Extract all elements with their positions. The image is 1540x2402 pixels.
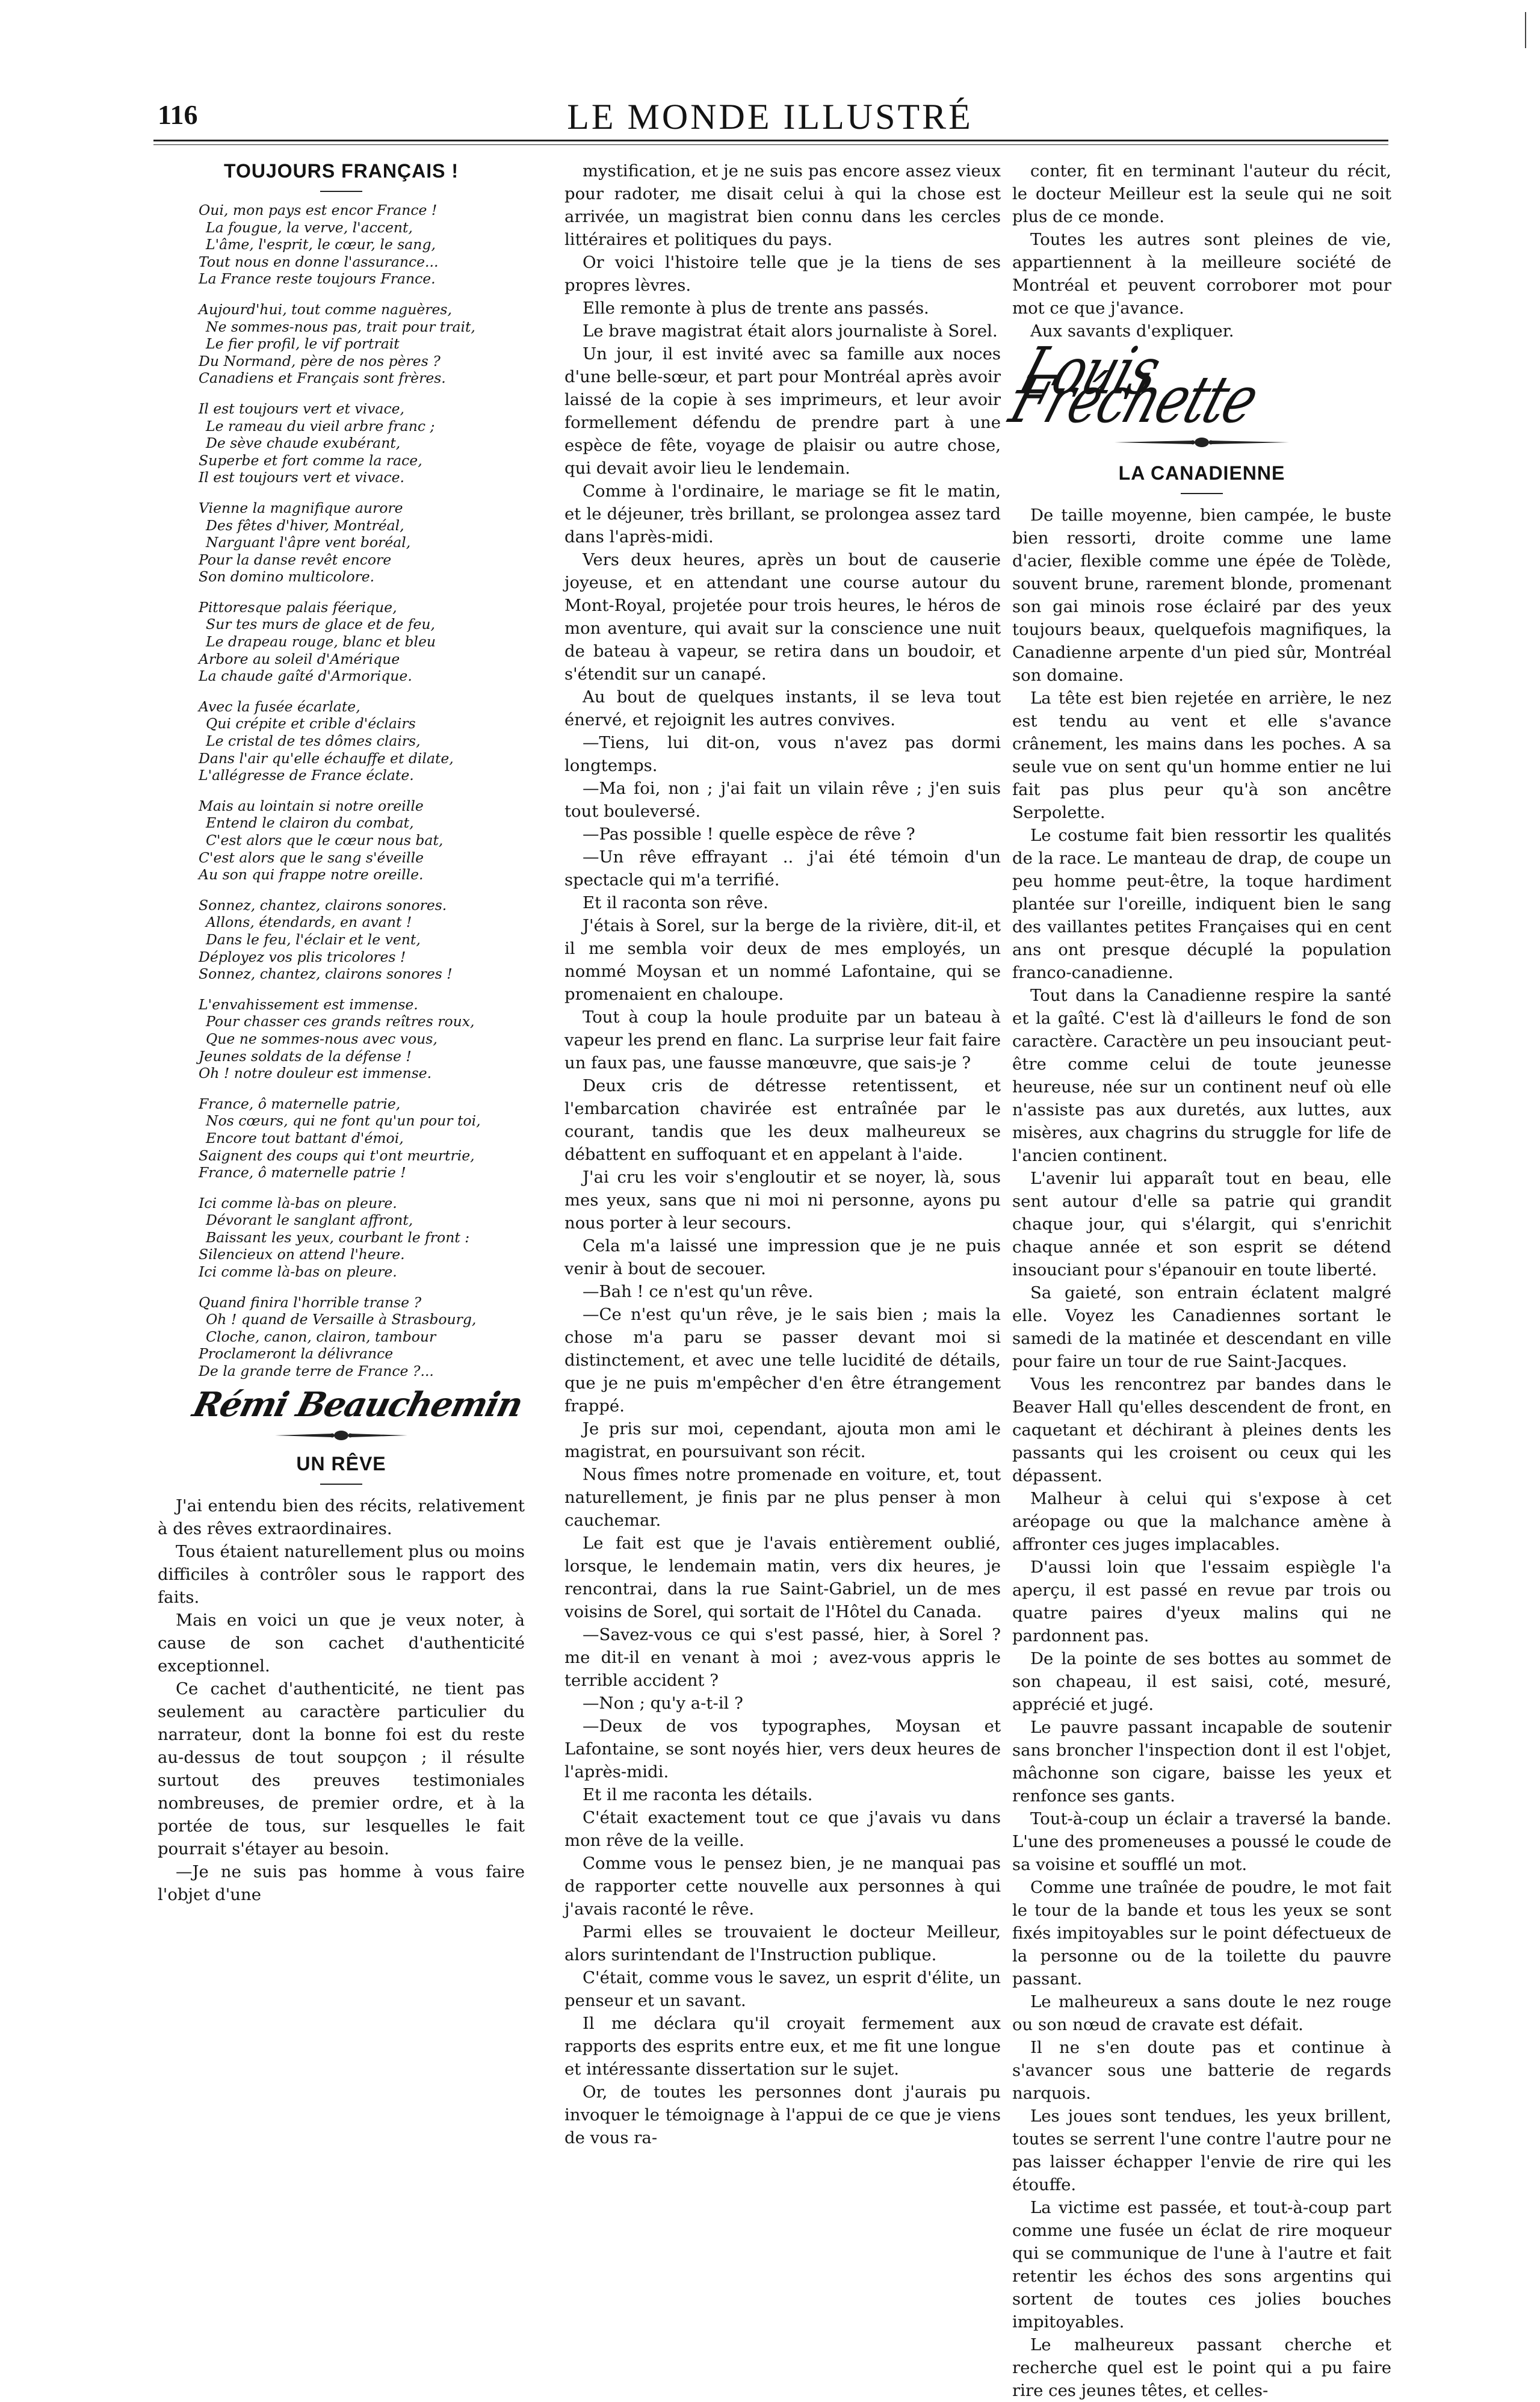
paragraph: Je pris sur moi, cependant, ajouta mon ami le magistrat, en poursuivant son récit. — [564, 1419, 1001, 1461]
poem-verse: Tout nous en donne l'assurance... — [199, 253, 439, 270]
paragraph: Tout à coup la houle produite par un bateau à vapeur les prend en flanc. La surprise leur fait faire un faux pas, une fausse manœuvre, que sais-je ? — [564, 1008, 1001, 1073]
poem-verse: La fougue, la verve, l'accent, — [206, 218, 413, 236]
poem-verse: Pour la danse revêt encore — [199, 551, 392, 568]
edge-mark — [1525, 12, 1526, 48]
column-2 — [564, 159, 1001, 2149]
poem-verse: Dévorant le sanglant affront, — [206, 1212, 413, 1229]
poem-verse: Avec la fusée écarlate, — [199, 698, 360, 715]
paragraph: —Un rêve effrayant .. j'ai été témoin d'un spectacle qui m'a terrifié. — [564, 847, 1001, 890]
paragraph: mystification, et je ne suis pas encore assez vieux pour radoter, me disait celui à qui la chose est arrivée, un magistrat bien connu dans les cercles littéraires et politiques du pays. — [564, 161, 1001, 249]
paragraph: —Non ; qu'y a-t-il ? — [583, 1694, 743, 1713]
poem-verse: Silencieux on attend l'heure. — [199, 1246, 405, 1263]
poem-stanza — [199, 1195, 525, 1281]
paragraph: Vers deux heures, après un bout de causerie joyeuse, et en attendant une course autour du Mont-Royal, projetée pour trois heures, le héros de mon aventure, qui avait sur la conscience une nuit de bateau à vapeur, se retira dans un boudoir, et s'étendit sur un canapé. — [564, 550, 1001, 684]
paragraph: Parmi elles se trouvaient le docteur Meilleur, alors surintendant de l'Instruction publique. — [564, 1922, 1001, 1964]
paragraph: Mais en voici un que je veux noter, à cause de son cachet d'authenticité exceptionnel. — [158, 1610, 525, 1676]
poem-verse: France, ô maternelle patrie, — [199, 1095, 401, 1112]
page-number: 116 — [158, 99, 198, 130]
poem-verse: Oui, mon pays est encor France ! — [199, 202, 438, 218]
paragraph: Vous les rencontrez par bandes dans le Beaver Hall qu'elles descendent de front, en caquetant et déchirant à pleines dents les passants qui les croisent ou ceux qui les dépassent. — [1012, 1375, 1391, 1485]
poem-verse: Que ne sommes-nous avec vous, — [206, 1030, 438, 1047]
paragraph: Comme à l'ordinaire, le mariage se fit le matin, et le déjeuner, très brillant, se prolongea assez tard dans l'après-midi. — [564, 481, 1001, 546]
poem-verse: Arbore au soleil d'Amérique — [199, 650, 400, 667]
poem-verse: Proclameront la délivrance — [199, 1345, 394, 1363]
paragraph: Au bout de quelques instants, il se leva tout énervé, et rejoignit les autres convives. — [564, 687, 1001, 729]
poem-verse: Aujourd'hui, tout comme naguères, — [199, 300, 452, 318]
reve-text-col3 — [1012, 159, 1391, 342]
paragraph: —Tiens, lui dit-on, vous n'avez pas dormi longtemps. — [564, 733, 1001, 775]
poem-verse: France, ô maternelle patrie ! — [199, 1164, 406, 1181]
poem-verse: De sève chaude exubérant, — [206, 435, 401, 452]
header-rule — [153, 140, 1388, 141]
poem-verse: Ici comme là-bas on pleure. — [199, 1263, 397, 1281]
paragraph: Or voici l'histoire telle que je la tiens de ses propres lèvres. — [564, 253, 1001, 295]
poem-verse: Oh ! quand de Versaille à Strasbourg, — [206, 1311, 477, 1328]
paragraph: Comme vous le pensez bien, je ne manquai pas de rapporter cette nouvelle aux personnes à qui j'avais raconté le rêve. — [564, 1854, 1001, 1919]
paragraph: —Ce n'est qu'un rêve, je le sais bien ; mais la chose m'a paru se passer devant moi si distinctement, et avec une telle lucidité de détails, que je ne puis m'empêcher d'en être étrangement frappé. — [564, 1305, 1001, 1416]
poem-verse: Saignent des coups qui t'ont meurtrie, — [199, 1147, 475, 1164]
poem-verse: Ici comme là-bas on pleure. — [199, 1194, 397, 1212]
poem-verse: Allons, étendards, en avant ! — [206, 914, 412, 931]
poem-verse: Au son qui frappe notre oreille. — [199, 866, 424, 884]
poem-stanza — [199, 996, 525, 1082]
paragraph: —Ma foi, non ; j'ai fait un vilain rêve ; j'en suis tout bouleversé. — [564, 779, 1001, 821]
title-rule — [1181, 493, 1223, 494]
paragraph: Les joues sont tendues, les yeux brillent, toutes se serrent l'une contre l'autre pour ne pas laisser échapper l'envie de rire qui les étouffe. — [1012, 2106, 1391, 2194]
paragraph: De taille moyenne, bien campée, le buste bien ressorti, droite comme une lame d'acier, flexible comme une épée de Tolède, souvent brune, rarement blonde, promenant son gai minois rose éclairé par des yeux toujours beaux, quelquefois magnifiques, la Canadienne arpente d'un pied sûr, Montréal son domaine. — [1012, 506, 1391, 685]
poem-verse: Le fier profil, le vif portrait — [206, 335, 400, 353]
reve-text-col1 — [158, 1494, 525, 1906]
canadienne-title: LA CANADIENNE — [1118, 462, 1285, 484]
poem-verse: Dans l'air qu'elle échauffe et dilate, — [199, 749, 454, 767]
header-rule-thin — [153, 144, 1388, 145]
poem-verse: L'envahissement est immense. — [199, 995, 418, 1013]
paragraph: Le fait est que je l'avais entièrement oublié, lorsque, le lendemain matin, vers dix heures, je rencontrai, dans la rue Saint-Gabriel, un de mes voisins de Sorel, qui sortait de l'Hôtel du Canada. — [564, 1534, 1001, 1621]
paragraph: Il me déclara qu'il croyait fermement aux rapports des esprits entre eux, et me fit une longue et intéressante dissertation sur le sujet. — [564, 2014, 1001, 2079]
poem-verse: Vienne la magnifique aurore — [199, 499, 403, 516]
poem-stanza — [199, 400, 525, 486]
reve-title: UN RÊVE — [296, 1452, 386, 1475]
poem-verse: La chaude gaîté d'Armorique. — [199, 667, 412, 685]
poem-verse: Le rameau du vieil arbre franc ; — [206, 417, 435, 435]
paragraph: Or, de toutes les personnes dont j'aurais pu invoquer le témoignage à l'appui de ce que je viens de vous ra- — [564, 2082, 1001, 2147]
paragraph: La tête est bien rejetée en arrière, le nez est tendu au vent et elle s'avance crânement, les mains dans les poches. A sa seule vue on sent qu'un homme entier ne lui fait pas plus peur qu'à son ancêtre Serpolette. — [1012, 689, 1391, 822]
paragraph: Ce cachet d'authenticité, ne tient pas seulement au caractère particulier du narrateur, dont la bonne foi est du reste au-dessus de tout soupçon ; il résulte surtout des preuves testimoniales nombreuses, de premier ordre, et à la portée de tous, sur lesquelles le fait pourrait s'étayer au besoin. — [158, 1679, 525, 1859]
paragraph: Il ne s'en doute pas et continue à s'avancer sous une batterie de regards narquois. — [1012, 2038, 1391, 2103]
poem-verse: Pittoresque palais féerique, — [199, 598, 397, 616]
paragraph: Un jour, il est invité avec sa famille aux noces d'une belle-sœur, et part pour Montréal après avoir laissé de la copie à ses imprimeurs, et leur avoir formellement défendu de prendre part à une espèce de fête, voyage de plaisir ou autre chose, qui devait avoir lieu le lendemain. — [564, 344, 1001, 478]
canadienne-text — [1012, 504, 1391, 2402]
poem-verse: Canadiens et Français sont frères. — [199, 370, 446, 387]
poem-verse: Entend le clairon du combat, — [206, 814, 414, 832]
poem-stanza — [199, 599, 525, 685]
paragraph: Le malheureux passant cherche et recherche quel est le point qui a pu faire rire ces jeunes têtes, et celles- — [1012, 2335, 1391, 2400]
poem-verse: Il est toujours vert et vivace, — [199, 400, 404, 417]
poem-verse: Baissant les yeux, courbant le front : — [206, 1228, 470, 1246]
paragraph: Et il raconta son rêve. — [583, 893, 768, 912]
paragraph: De la pointe de ses bottes au sommet de son chapeau, il est saisi, coté, mesuré, apprécié et jugé. — [1012, 1649, 1391, 1714]
poem-body — [199, 202, 525, 1380]
paragraph: J'ai entendu bien des récits, relativement à des rêves extraordinaires. — [158, 1496, 525, 1538]
poem-stanza — [199, 500, 525, 586]
paragraph: Le malheureux a sans doute le nez rouge ou son nœud de cravate est défait. — [1012, 1992, 1391, 2034]
poem-verse: Ne sommes-nous pas, trait pour trait, — [206, 318, 475, 335]
poem-verse: Superbe et fort comme la race, — [199, 451, 422, 469]
paragraph: Le brave magistrat était alors journaliste à Sorel. — [583, 321, 998, 341]
poem-verse: Sonnez, chantez, clairons sonores ! — [199, 965, 453, 983]
paragraph: Elle remonte à plus de trente ans passés. — [583, 299, 929, 318]
poem-verse: Encore tout battant d'émoi, — [206, 1129, 404, 1147]
poem-verse: Du Normand, père de nos pères ? — [199, 352, 441, 370]
poem-verse: Déployez vos plis tricolores ! — [199, 948, 406, 965]
poem-verse: C'est alors que le cœur nous bat, — [206, 832, 444, 849]
paragraph: Sa gaieté, son entrain éclatent malgré elle. Voyez les Canadiennes sortant le samedi de la matinée et descendant en ville pour faire un tour de rue Saint-Jacques. — [1012, 1283, 1391, 1371]
column-1 — [158, 159, 525, 1906]
paragraph: C'était, comme vous le savez, un esprit d'élite, un penseur et un savant. — [564, 1968, 1001, 2010]
poem-verse: La France reste toujours France. — [199, 270, 436, 288]
poem-verse: Pour chasser ces grands reîtres roux, — [206, 1013, 475, 1030]
paragraph: —Savez-vous ce qui s'est passé, hier, à Sorel ? me dit-il en venant à moi ; avez-vous appris le terrible accident ? — [564, 1625, 1001, 1690]
poem-verse: Jeunes soldats de la défense ! — [199, 1047, 412, 1065]
paragraph: —Pas possible ! quelle espèce de rêve ? — [583, 825, 915, 844]
poem-stanza — [199, 202, 525, 288]
poem-stanza — [199, 797, 525, 884]
poem-stanza — [199, 1095, 525, 1181]
paragraph: C'était exactement tout ce que j'avais vu dans mon rêve de la veille. — [564, 1808, 1001, 1850]
poem-verse: C'est alors que le sang s'éveille — [199, 849, 424, 866]
poem-verse: Sur tes murs de glace et de feu, — [206, 616, 435, 633]
poem-verse: Qui crépite et crible d'éclairs — [206, 715, 416, 732]
paragraph: —Bah ! ce n'est qu'un rêve. — [583, 1282, 814, 1301]
title-rule — [320, 1484, 362, 1485]
poem-stanza — [199, 301, 525, 387]
paragraph: D'aussi loin que l'essaim espiègle l'a aperçu, il est passé en revue par trois ou quatre paires d'yeux malins qui ne pardonnent pas. — [1012, 1558, 1391, 1645]
poem-verse: Oh ! notre douleur est immense. — [199, 1065, 432, 1082]
poem-verse: De la grande terre de France ?... — [199, 1363, 434, 1380]
poem-verse: Cloche, canon, clairon, tambour — [206, 1328, 436, 1345]
reve-signature: Louis Fréchette — [1001, 333, 1266, 438]
paragraph: J'étais à Sorel, sur la berge de la rivière, dit-il, et il me sembla voir deux de mes employés, un nommé Moysan et un nommé Lafontaine, qui se promenaient en chaloupe. — [564, 916, 1001, 1004]
paragraph: Malheur à celui qui s'expose à cet aréopage ou que la malchance amène à affronter ces juges implacables. — [1012, 1489, 1391, 1554]
masthead: LE MONDE ILLUSTRÉ — [567, 97, 973, 137]
paragraph: Le costume fait bien ressortir les qualités de la race. Le manteau de drap, de coupe un peu homme peut-être, la toque hardiment plantée sur l'oreille, indiquent bien le sang des vaillantes petites Françaises qui en cent ans ont presque décuplé la population franco-canadienne. — [1012, 826, 1391, 982]
poem-stanza — [199, 897, 525, 983]
paragraph: La victime est passée, et tout-à-coup part comme une fusée un éclat de rire moqueur qui se communique de l'une à l'autre et fait retentir les échos des sons argentins qui sortent de toutes ces jolies bouches impitoyables. — [1012, 2198, 1391, 2332]
poem-title: TOUJOURS FRANÇAIS ! — [224, 160, 459, 182]
poem-verse: Nos cœurs, qui ne font qu'un pour toi, — [206, 1112, 481, 1130]
poem-verse: Des fêtes d'hiver, Montréal, — [206, 516, 404, 534]
poem-signature: Rémi Beauchemin — [188, 1384, 527, 1425]
poem-verse: Mais au lointain si notre oreille — [199, 797, 424, 814]
paragraph: J'ai cru les voir s'engloutir et se noyer, là, sous mes yeux, sans que ni moi ni personne, ayons pu nous porter à leur secours. — [564, 1168, 1001, 1233]
paragraph: Cela m'a laissé une impression que je ne puis venir à bout de secouer. — [564, 1236, 1001, 1278]
paragraph: Toutes les autres sont pleines de vie, appartiennent à la meilleure société de Montréal et peuvent corroborer mot pour mot ce que j'avance. — [1012, 230, 1391, 318]
poem-verse: L'allégresse de France éclate. — [199, 767, 414, 784]
poem-verse: Il est toujours vert et vivace. — [199, 469, 404, 486]
poem-verse: Le cristal de tes dômes clairs, — [206, 732, 421, 750]
poem-verse: Quand finira l'horrible transe ? — [199, 1293, 422, 1311]
title-rule — [320, 191, 362, 192]
paragraph: Nous fîmes notre promenade en voiture, et, tout naturellement, je finis par ne plus penser à mon cauchemar. — [564, 1465, 1001, 1530]
column-3 — [1001, 159, 1391, 2402]
poem-verse: Sonnez, chantez, clairons sonores. — [199, 896, 447, 914]
paragraph: Tous étaient naturellement plus ou moins difficiles à contrôler sous le rapport des faits. — [158, 1541, 525, 1607]
paragraph: Tout dans la Canadienne respire la santé et la gaîté. C'est là d'ailleurs le fond de son caractère. Caractère un peu insouciant peut-être comme celui de toute jeunesse heureuse, née sur un continent neuf où elle n'assiste pas aux duretés, aux luttes, aux misères, aux chagrins du struggle for life de l'ancien continent. — [1012, 986, 1391, 1165]
paragraph: Le pauvre passant incapable de soutenir sans broncher l'inspection dont il est l'objet, mâchonne son cigare, baisse les yeux et renfonce ses gants. — [1012, 1718, 1391, 1806]
paragraph: Tout-à-coup un éclair a traversé la bande. L'une des promeneuses a poussé le coude de sa voisine et soufflé un mot. — [1012, 1809, 1391, 1874]
paragraph: Aux savants d'expliquer. — [1030, 321, 1234, 341]
poem-stanza — [199, 698, 525, 784]
reve-text-col2 — [564, 159, 1001, 2149]
paragraph: L'avenir lui apparaît tout en beau, elle sent autour d'elle sa patrie qui grandit chaque jour, qui s'élargit, qui s'enrichit chaque année et son esprit se détend insouciant pour s'épanouir en toute liberté. — [1012, 1169, 1391, 1280]
poem-verse: Dans le feu, l'éclair et le vent, — [206, 930, 421, 948]
poem-verse: L'âme, l'esprit, le cœur, le sang, — [206, 236, 436, 253]
paragraph: Et il me raconta les détails. — [583, 1785, 813, 1804]
poem-stanza — [199, 1294, 525, 1380]
paragraph: —Deux de vos typographes, Moysan et Lafontaine, se sont noyés hier, vers deux heures de l'après-midi. — [564, 1716, 1001, 1781]
paragraph: conter, fit en terminant l'auteur du récit, le docteur Meilleur est la seule qui ne soit plus de ce monde. — [1012, 161, 1391, 226]
paragraph: Deux cris de détresse retentissent, et l'embarcation chavirée est entraînée par le courant, tandis que les deux malheureux se débattent en suffoquant et en appelant à l'aide. — [564, 1076, 1001, 1164]
poem-verse: Narguant l'âpre vent boréal, — [206, 534, 411, 551]
poem-verse: Le drapeau rouge, blanc et bleu — [206, 633, 436, 651]
paragraph: —Je ne suis pas homme à vous faire l'objet d'une — [158, 1862, 525, 1904]
ornament-divider — [158, 1426, 525, 1444]
paragraph: Comme une traînée de poudre, le mot fait le tour de la bande et tous les yeux se sont fixés impitoyables sur le point défectueux de la personne ou de la toilette du pauvre passant. — [1012, 1878, 1391, 1989]
poem-verse: Son domino multicolore. — [199, 568, 375, 586]
